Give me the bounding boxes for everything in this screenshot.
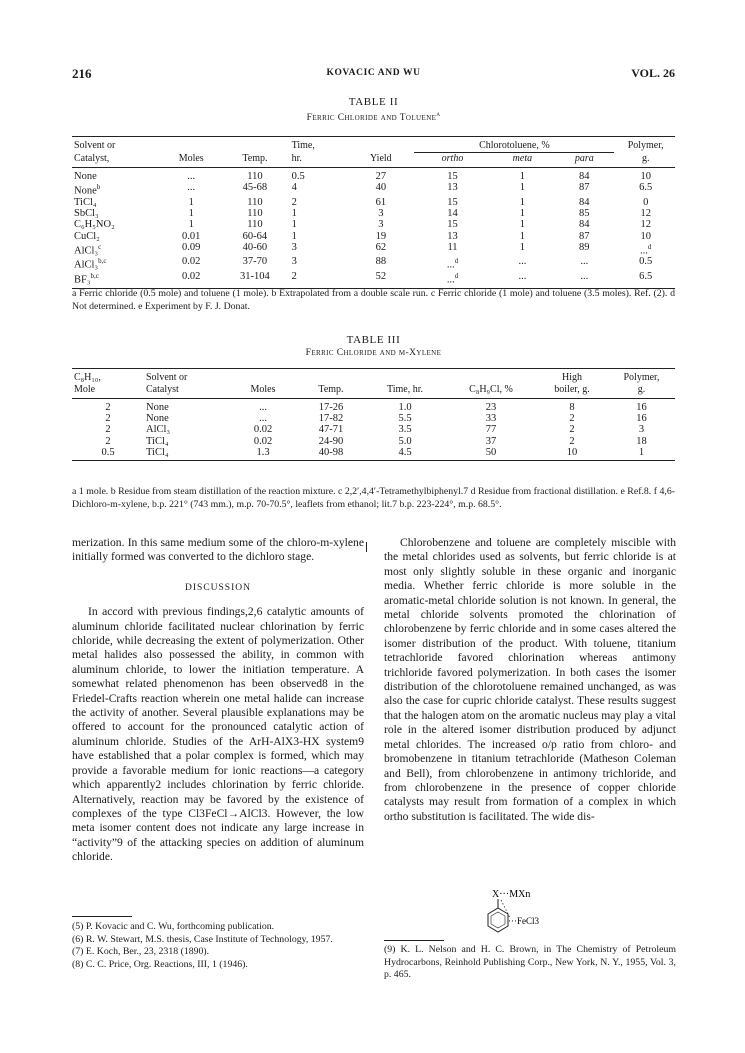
table3-cell: 10 (566, 446, 578, 458)
table2-head-polymer: Polymer, (627, 140, 664, 151)
table2-cell: 19 (375, 230, 387, 242)
table3-cell: 1.3 (256, 446, 270, 458)
table3-header-row-2 (72, 384, 675, 396)
table2-cell: TiCl₄ (74, 196, 97, 208)
table3-cell: 0.02 (253, 435, 273, 447)
table2-cell: 12 (640, 219, 651, 231)
table2-title: TABLE II (348, 96, 399, 108)
table2-cell: 84 (579, 171, 590, 182)
table2-cell: 110 (247, 171, 263, 182)
table2-cell: AlCl₃$^{b,c}$ (74, 257, 107, 271)
table2-cell: 1 (188, 196, 194, 208)
table2-head-catalyst: Catalyst, (74, 153, 110, 164)
structure-side-label: ···FeCl3 (508, 916, 539, 926)
page-number: 216 (72, 66, 92, 81)
table2-cell: SbCl₃ (74, 208, 99, 220)
table3-head-boiler: boiler, g. (554, 384, 590, 395)
footnote-mark: b (96, 183, 101, 192)
table3-head-high: High (562, 372, 582, 383)
table3-head-polymer: Polymer, (623, 372, 660, 383)
table2-cell: 62 (375, 241, 387, 253)
table2-cell: 110 (247, 219, 263, 231)
table2-row (72, 197, 675, 208)
table2-cell: 87 (579, 230, 590, 242)
table2-cell: 3 (378, 219, 384, 231)
table3-cell: 2 (105, 413, 111, 425)
table2-cell: 88 (375, 256, 387, 268)
table2-cell: 1 (519, 230, 526, 242)
table3-subtitle: Ferric Chloride and m-Xylene (305, 348, 442, 358)
table3-head-temp: Temp. (318, 384, 344, 395)
table2-cell: ... (518, 271, 527, 283)
table2-head-ortho: ortho (441, 153, 464, 164)
table2-head-para: para (574, 153, 594, 164)
table3-cell: 17-82 (318, 413, 344, 425)
table3-footnote: a 1 mole. b Residue from steam distillation of the reaction mixture. c 2,2′,4,4′-Tetramethylbiphenyl.7 d Residue from fractional distillation. e Ref.8. f 4,6-Dichloro-m-xylene, b.p. 221° (743 mm.), m.p. 70-70.5°, leaflets from ethanol; lit.7 b.p. 223-224°, m.p. 68.5°. (72, 486, 675, 510)
table2-cell: 6.5 (639, 182, 653, 194)
table2-subtitle-text: Ferric Chloride and Toluene (306, 113, 437, 124)
right-paragraph: Chlorobenzene and toluene are completely miscible with the metal chlorides used as solvents, but ferric chloride is at most only slightly soluble in these organic and inorganic media. Whether ferric chloride is more soluble in the aromatic-metal chloride solution is not known. In general, the metal chloride solvents promoted the chlorination of chlorobenzene by ferric chloride and in some cases altered the isomer distribution of the product. With toluene, titanium tetrachloride favored chlorination whereas antimony trichloride favored polymerization. In both cases the isomer distribution of the chlorotoluene remained unchanged, as was also the case for cupric chloride catalyst. These results suggest that the halogen atom on the aromatic nucleus may play a vital role in the altered isomer distribution produced by adjunct metal chlorides. The increased o/p ratio from chloro- and bromobenzene in titanium tetrachloride (Matheson Coleman and Bell), from chlorobenzene in antimony trichloride, and from chlorobenzene in the presence of copper chloride catalysts may result from formation of a complex in which ortho substitution is facilitated. The wide dis- (384, 536, 676, 823)
table2-cell: 0.5 (639, 256, 653, 268)
table2-body (72, 168, 675, 289)
benzene-complex-svg (470, 888, 590, 938)
table2-cell: 0 (643, 196, 649, 208)
table2-row (72, 242, 675, 257)
table3-cell: 2 (105, 435, 111, 447)
table2-cell: 85 (579, 208, 590, 220)
table2-cell: 0.09 (182, 241, 201, 253)
table2-cell: CuCl₂ (74, 230, 100, 242)
table2-cell: 12 (640, 208, 651, 220)
right-column (384, 536, 676, 824)
table3-cell: 33 (485, 413, 497, 425)
table2-cell: AlCl₃$^c$ (74, 242, 102, 257)
table2-cell: 1 (188, 219, 194, 231)
table2-cell: 2 (291, 196, 297, 208)
table3-body (72, 399, 675, 461)
table2-cell: ... (187, 182, 196, 194)
table2-cell: 15 (447, 219, 458, 231)
table2-cell: 1 (291, 208, 297, 220)
table2-cell: 2 (291, 271, 297, 283)
footnote-mark: d (454, 272, 459, 281)
complex-structure-diagram (470, 888, 590, 938)
table2-row (72, 168, 675, 183)
table3-cell: 2 (569, 424, 575, 436)
benzene-inner-ring (491, 912, 505, 928)
table2-cell: 1 (291, 219, 297, 231)
table2-head-moles: Moles (178, 153, 204, 164)
table2-cell: 61 (375, 196, 387, 208)
structure-top-label: X···MXn (492, 889, 531, 900)
table2-cell: 45-68 (242, 182, 268, 194)
table2-row (72, 219, 675, 230)
table3-cell: 8 (569, 402, 575, 413)
table2-row (72, 256, 675, 271)
table2-cell: 3 (291, 256, 297, 268)
table2-cell: 0.02 (182, 256, 201, 268)
table2-cell: None (74, 171, 97, 182)
table3-cell: 23 (485, 402, 497, 413)
table3-cell: 3 (638, 424, 645, 436)
ref-8: (8) C. C. Price, Org. Reactions, III, 1 (1946). (72, 958, 248, 970)
table2-cell: 110 (247, 208, 263, 220)
table2-cell: 1 (188, 208, 194, 220)
table2-subtitle-mark: a (436, 110, 441, 118)
table2-cell: 13 (447, 182, 458, 194)
table3-head-solvent: Solvent or (146, 372, 188, 383)
table3-cell: 2 (569, 413, 575, 425)
table2-cell: 13 (447, 230, 458, 242)
table2-cell: 1 (519, 182, 526, 194)
table3-cell: 0.02 (253, 424, 273, 436)
table2-head-time: Time, (291, 140, 315, 151)
table3-head-mole: Mole (74, 384, 96, 395)
table2-cell: 110 (247, 196, 263, 208)
table3-title: TABLE III (346, 334, 401, 346)
table2-cell: 14 (447, 208, 458, 220)
footnote-mark: c (98, 242, 102, 251)
table2-cell: 84 (579, 219, 590, 231)
volume-label: VOL. 26 (631, 66, 675, 80)
table2-cell: 1 (519, 208, 526, 220)
left-intro-paragraph: merization. In this same medium some of the chloro-m-xylene initially formed was converted to the dichloro stage. (72, 536, 364, 564)
ref-9: (9) K. L. Nelson and H. C. Brown, in The Chemistry of Petroleum Hydrocarbons, Reinhold Publishing Corp., New York, N. Y., 1955, Vol. 3, p. 465. (384, 944, 676, 980)
left-column (72, 536, 364, 865)
table3-cell: 0.5 (101, 446, 115, 458)
table2-cell: 52 (375, 271, 387, 283)
table3-cell: 4.5 (398, 446, 412, 458)
table3-row (72, 436, 675, 447)
table2-cell: 15 (447, 196, 458, 208)
table3-header-row-1 (72, 369, 675, 384)
table2-row (72, 208, 675, 219)
table2-head-meta: meta (512, 153, 533, 164)
table3-cell: 24-90 (318, 435, 344, 447)
table2 (72, 136, 675, 289)
discussion-heading: DISCUSSION (185, 582, 251, 593)
table3-cell: 40-98 (318, 446, 344, 458)
table2-cell: 31-104 (240, 271, 270, 283)
table2-cell: 3 (291, 241, 297, 253)
table3 (72, 368, 675, 461)
table2-cell: ... (187, 171, 196, 182)
table3-cell: 1.0 (398, 402, 412, 413)
table2-cell: 15 (447, 171, 458, 182)
left-ref-rule (72, 916, 132, 917)
table2-footnote: a Ferric chloride (0.5 mole) and toluene (1 mole). b Extrapolated from a double scale run. c Ferric chloride (1 mole) and toluene (3.5 moles). Ref. (2). d Not determined. e Experiment by F. J. Donat. (72, 288, 675, 312)
table2-cell: 0.01 (182, 230, 201, 242)
table2-head-hr: hr. (291, 153, 302, 164)
table3-cell: 3.5 (398, 424, 412, 436)
table2-cell: 1 (519, 219, 526, 231)
running-title: KOVACIC AND WU (326, 68, 421, 78)
table2-cell: 0.5 (291, 171, 305, 182)
column-break-mark (366, 542, 367, 552)
table3-cell: ... (259, 402, 267, 413)
table3-cell: 5.5 (398, 413, 412, 425)
table2-cell: 37-70 (242, 256, 268, 268)
table2-cell: ... (518, 256, 527, 268)
table2-cell: ... (580, 256, 589, 268)
table3-head-moles: Moles (250, 384, 276, 395)
table2-cell: 4 (291, 182, 297, 194)
discussion-paragraph: In accord with previous findings,2,6 catalytic amounts of aluminum chloride facilitated nuclear chlorination by ferric chloride, while decreasing the extent of polymerization. Other metal halides also possessed the ability, in common with aluminum chloride, to lower the initiation temperature. A somewhat related phenomenon has been observed8 in the Friedel-Crafts reaction wherein one metal halide can increase the activity of another. Several plausible explanations may be offered to account for the pronounced catalytic action of aluminum chloride. Studies of the ArH-AlX3-HX system9 have established that a polar complex is formed, which may provide a favorable medium for ionic reactions—a category which apparently2 includes chlorination by ferric chloride. Alternatively, reaction may be favored by the existence of complexes of the type Cl3FeCl→AlCl3. However, the low meta isomer content does not indicate any large increase in “activity”9 of the attacking species on addition of aluminum chloride. (72, 605, 364, 864)
table3-head-g: g. (637, 384, 646, 395)
table3-head-time: Time, hr. (386, 384, 424, 395)
table2-cell: 1 (291, 230, 297, 242)
table3-cell: 50 (485, 446, 497, 458)
table3-cell: AlCl₃ (146, 424, 171, 436)
table3-cell: 16 (636, 413, 647, 425)
table2-cell: ...$^d$ (640, 242, 652, 257)
table3-head-c8h10: C₈H₁₀, (74, 372, 101, 383)
table3-cell: TiCl₄ (146, 446, 169, 458)
table3-cell: 2 (105, 402, 111, 413)
table2-cell: 10 (640, 230, 651, 242)
table2-caption (72, 96, 675, 123)
table2-cell: 27 (375, 171, 387, 182)
table2-cell: 60-64 (242, 230, 268, 242)
table3-row (72, 424, 675, 435)
table2-cell: C₆H₅NO₂ (74, 219, 115, 231)
table2-cell: 0.02 (182, 271, 201, 283)
table3-cell: 37 (485, 435, 497, 447)
table2-head-temp: Temp. (242, 153, 268, 164)
right-ref-rule (384, 940, 444, 941)
table3-head-c8h9cl: C₈H₉Cl, % (469, 384, 513, 395)
running-head (72, 66, 675, 82)
table3-cell: 5.0 (398, 435, 412, 447)
left-references (72, 921, 364, 971)
table3-row (72, 447, 675, 458)
table2-subtitle (72, 110, 675, 123)
table2-head-yield: Yield (370, 153, 392, 164)
table2-cell: 40-60 (242, 241, 268, 253)
table3-cell: 47-71 (318, 424, 344, 436)
table2-cell: 1 (519, 171, 526, 182)
footnote-mark: d (647, 242, 652, 251)
table2-cell: 1 (519, 196, 526, 208)
table2-cell: 84 (579, 196, 590, 208)
table2-cell: 6.5 (639, 271, 653, 283)
table3-row (72, 399, 675, 414)
table2-cell: 10 (640, 171, 651, 182)
ref-6: (6) R. W. Stewart, M.S. thesis, Case Institute of Technology, 1957. (72, 933, 333, 945)
table3-cell: 17-26 (318, 402, 344, 413)
table3-cell: None (146, 413, 169, 425)
table3-cell: 77 (485, 424, 497, 436)
table2-row (72, 271, 675, 286)
table2-cell: 11 (447, 241, 458, 253)
table3-cell: 18 (636, 435, 647, 447)
table2-head-chlorotoluene-text: Chlorotoluene, % (414, 140, 614, 153)
table2-row (72, 231, 675, 242)
table2-head-g: g. (641, 153, 650, 164)
ref-5: (5) P. Kovacic and C. Wu, forthcoming publication. (72, 921, 275, 932)
table2-cell: None$^b$ (74, 183, 101, 197)
ref-7: (7) E. Koch, Ber., 23, 2318 (1890). (72, 946, 210, 957)
table2-cell: 3 (378, 208, 384, 220)
footnote-mark: b,c (98, 257, 107, 266)
table3-row (72, 413, 675, 424)
table2-cell: 40 (375, 182, 387, 194)
footnote-mark: b,c (90, 272, 99, 281)
table2-cell: BF₃$^{b,c}$ (74, 272, 99, 286)
table3-cell: 2 (569, 435, 575, 447)
table2-cell: 87 (579, 182, 590, 194)
table2-cell: ...$^d$ (446, 272, 459, 286)
table2-cell: 1 (519, 241, 526, 253)
table3-cell: 2 (105, 424, 111, 436)
table2-header-row-2 (72, 153, 675, 165)
footnote-mark: d (454, 257, 459, 266)
table2-cell: ...$^d$ (446, 257, 459, 271)
table3-cell: ... (259, 413, 267, 425)
table3-head-catalyst: Catalyst (146, 384, 179, 395)
table3-cell: 1 (638, 446, 645, 458)
table2-head-solvent: Solvent or (74, 140, 116, 151)
table3-cell: None (146, 402, 169, 413)
table2-head-chlorotoluene (412, 137, 616, 153)
table3-cell: TiCl₄ (146, 435, 169, 447)
right-references (384, 944, 676, 982)
table2-header-row-1 (72, 137, 675, 153)
table3-cell: 16 (636, 402, 647, 413)
table2-row (72, 182, 675, 197)
table3-caption (72, 334, 675, 358)
table2-cell: ... (580, 271, 589, 283)
table2-cell: 89 (579, 241, 590, 253)
